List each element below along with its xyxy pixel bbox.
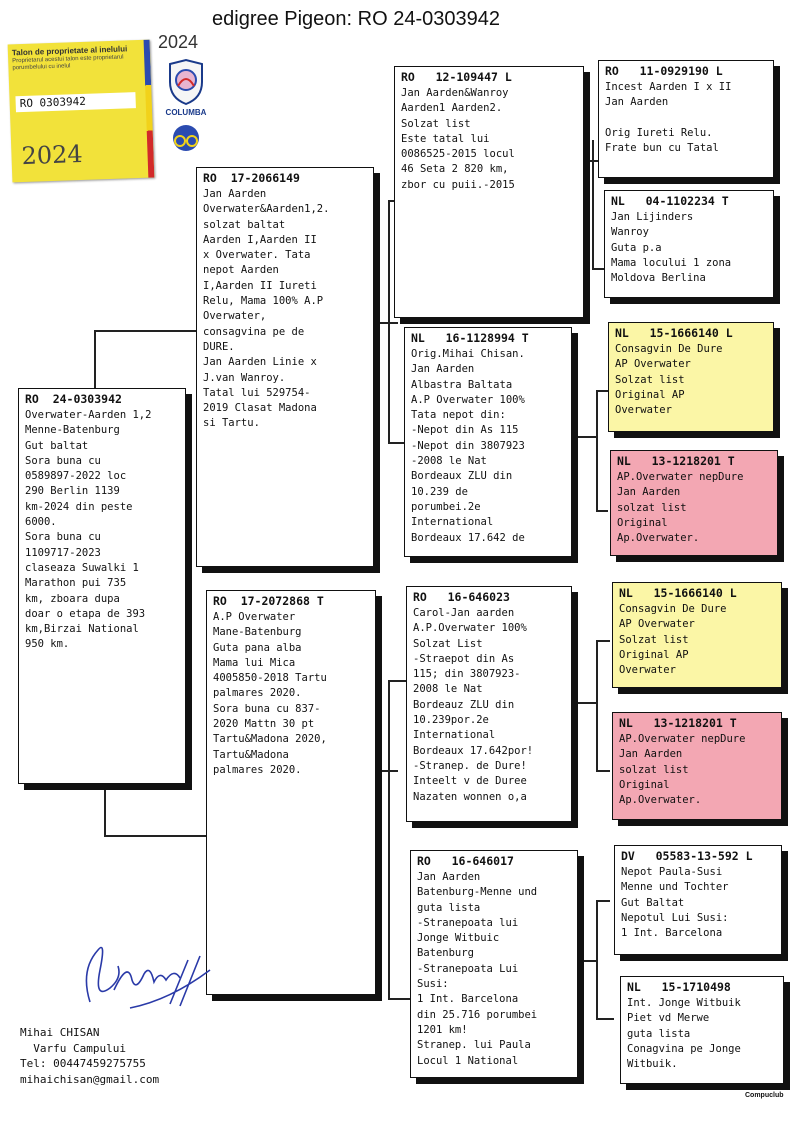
connector (596, 510, 608, 512)
connector (572, 702, 598, 704)
pigeon-notes: Consagvin De Dure AP Overwater Solzat list Original AP Overwater (619, 603, 727, 677)
connector (596, 1018, 614, 1020)
pigeon-notes: Jan Aarden Batenburg-Menne und guta lista -Stranepoata lui Jonge Witbuic Batenburg -Stranepoata Lui Susi: 1 Int. Barcelona din 25.716 porumbei 1201 km! Stranep. lui Paula Locul 1 National (417, 871, 538, 1067)
pigeon-notes: Jan Lijinders Wanroy Guta p.a Mama locului 1 zona Moldova Berlina (611, 211, 732, 285)
connector (592, 268, 604, 270)
ring-number: NL 15-1666140 L (615, 326, 733, 340)
columba-logo (160, 58, 212, 154)
connector (94, 330, 206, 332)
pigeon-notes: Orig.Mihai Chisan. Jan Aarden Albastra Baltata A.P Overwater 100% Tata nepot din: -Nepot din As 115 -Nepot din 3807923 -2008 le Nat Bordeaux ZLU din 10.239 de porumbei.2e International Bordeaux 17.642 de (411, 348, 525, 544)
ring-number: NL 15-1710498 (627, 980, 731, 994)
sticker-ring: RO 0303942 (15, 92, 135, 112)
pigeon-notes: A.P Overwater Mane-Batenburg Guta pana alba Mama lui Mica 4005850-2018 Tartu palmares 2020. Sora buna cu 837- 2020 Mattn 30 pt Tartu&Madona 2020, Tartu&Madona palmares 2020. (213, 611, 327, 776)
owner-city: Varfu Campului (20, 1041, 126, 1055)
pigeon-card-sdd (610, 450, 778, 556)
connector (388, 680, 390, 1000)
ring-number: DV 05583-13-592 L (621, 849, 753, 863)
ring-number: RO 16-646017 (417, 854, 514, 868)
sticker-heading: Talon de proprietate al inelului (11, 44, 128, 58)
connector (374, 770, 398, 772)
pigeon-card-dam (206, 590, 376, 995)
pigeon-card-sds (608, 322, 774, 432)
pigeon-notes: Overwater-Aarden 1,2 Menne-Batenburg Gut baltat Sora buna cu 0589897-2022 loc 290 Berlin 1139 km-2024 din peste 6000. Sora buna cu 1109717-2023 claseaza Suwalki 1 Marathon pui 735 km, zboara dupa doar o etapa de 393 km,Birzai National 950 km. (25, 409, 152, 651)
pigeon-notes: AP.Overwater nepDure Jan Aarden solzat list Original Ap.Overwater. (617, 471, 744, 545)
connector (388, 442, 404, 444)
connector (596, 770, 610, 772)
connector (388, 200, 390, 443)
ring-number: NL 04-1102234 T (611, 194, 729, 208)
ring-number: NL 13-1218201 T (619, 716, 737, 730)
pigeon-card-dsd (612, 712, 782, 820)
pigeon-notes: Jan Aarden&Wanroy Aarden1 Aarden2. Solzat list Este tatal lui 0086525-2015 locul 46 Seta 2 820 km, zbor cu puii.-2015 (401, 87, 515, 191)
header-year: 2024 (158, 32, 199, 52)
ring-number: NL 13-1218201 T (617, 454, 735, 468)
ring-number: RO 16-646023 (413, 590, 510, 604)
pigeon-card-dam-dam (410, 850, 578, 1078)
pigeon-card-dds (614, 845, 782, 955)
pigeon-card-dam-sire (406, 586, 572, 822)
connector (596, 900, 598, 1020)
pigeon-card-ssd (604, 190, 774, 298)
connector (596, 390, 608, 392)
connector (596, 640, 610, 642)
owner-name: Mihai CHISAN (20, 1026, 100, 1039)
signature-icon (70, 930, 220, 1020)
connector (596, 900, 610, 902)
footer-brand: Compuclub (745, 1092, 784, 1099)
connector (374, 322, 398, 324)
connector (104, 835, 206, 837)
pigeon-notes: Incest Aarden I x II Jan Aarden Orig Iureti Relu. Frate bun cu Tatal (605, 81, 732, 155)
ring-number: NL 16-1128994 T (411, 331, 529, 345)
pigeon-notes: Nepot Paula-Susi Menne und Tochter Gut Baltat Nepotul Lui Susi: 1 Int. Barcelona (621, 866, 729, 940)
pigeon-notes: Consagvin De Dure AP Overwater Solzat list Original AP Overwater (615, 343, 723, 417)
pigeon-notes: Jan Aarden Overwater&Aarden1,2. solzat baltat Aarden I,Aarden II x Overwater. Tata nepot Aarden I,Aarden II Iureti Relu, Mama 100% A.P Overwater, consagvina pe de DURE. Jan Aarden Linie x J.van Wanroy. Tatal lui 529754- 2019 Clasat Madona si Tartu. (203, 188, 330, 430)
ring-number: RO 24-0303942 (25, 392, 122, 406)
connector (388, 680, 406, 682)
pigeon-notes: Carol-Jan aarden A.P.Overwater 100% Solzat List -Straepot din As 115; din 3807923- 2008 le Nat Bordeauz ZLU din 10.239por.2e International Bordeaux 17.642por! -Stranep. de Dure! Inteelt v de Duree Nazaten wonnen o,a (413, 607, 534, 803)
bike-logo-icon (160, 122, 212, 154)
connector (596, 640, 598, 772)
pigeon-card-sire-dam (404, 327, 572, 557)
pigeon-card-ddd (620, 976, 784, 1084)
ownership-sticker (8, 40, 155, 183)
pigeon-notes: AP.Overwater nepDure Jan Aarden solzat list Original Ap.Overwater. (619, 733, 746, 807)
ring-number: RO 12-109447 L (401, 70, 512, 84)
connector (570, 436, 596, 438)
connector (94, 330, 96, 392)
pigeon-card-main (18, 388, 186, 784)
crest-icon (160, 58, 212, 106)
ring-number: RO 11-0929190 L (605, 64, 723, 78)
owner-phone: Tel: 00447459275755 (20, 1057, 146, 1070)
connector (578, 960, 598, 962)
pigeon-card-sire-sire (394, 66, 584, 318)
connector (596, 390, 598, 510)
owner-info (20, 1025, 159, 1087)
sticker-year: 2024 (21, 139, 84, 171)
pigeon-notes: Int. Jonge Witbuik Piet vd Merwe guta lista Conagvina pe Jonge Witbuik. (627, 997, 741, 1071)
ring-number: NL 15-1666140 L (619, 586, 737, 600)
logo-text: COLUMBA (165, 108, 207, 117)
flag-stripe (144, 40, 155, 178)
connector (388, 998, 410, 1000)
pigeon-card-sire (196, 167, 374, 567)
sticker-subtext: Proprietarul acestui talon este proprietarul porumbelului cu inelul (12, 54, 124, 72)
pigeon-card-sss (598, 60, 774, 178)
ring-number: RO 17-2072868 T (213, 594, 324, 608)
pigeon-card-dss (612, 582, 782, 688)
owner-email[interactable]: mihaichisan@gmail.com (20, 1072, 160, 1086)
ring-number: RO 17-2066149 (203, 171, 300, 185)
connector (104, 785, 106, 837)
connector (592, 140, 594, 270)
page-title: edigree Pigeon: RO 24-0303942 (212, 8, 500, 30)
